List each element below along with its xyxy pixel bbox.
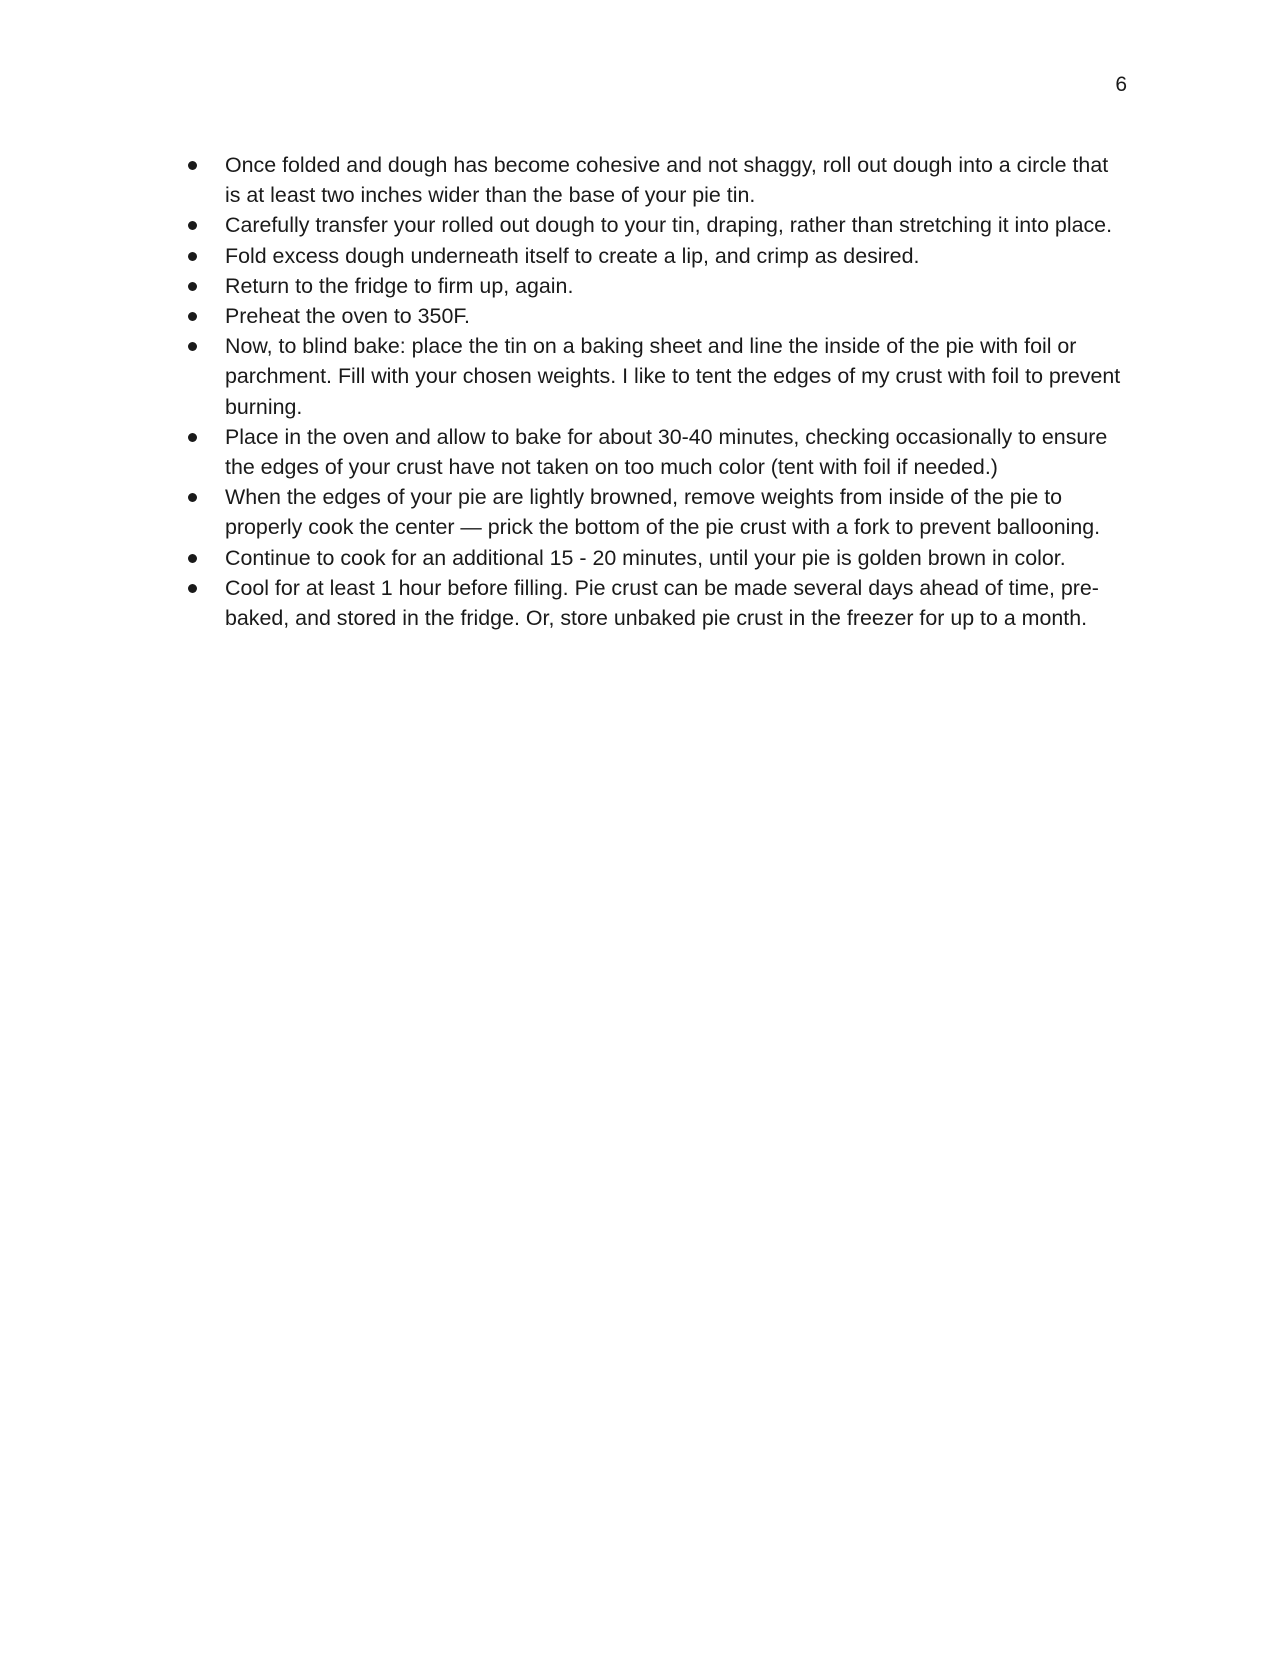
bullet-icon xyxy=(188,554,197,563)
list-item-text: Now, to blind bake: place the tin on a baking sheet and line the inside of the pie with foil or parchment. Fill with your chosen weights. I like to tent the edges of my crust with foil to prevent burning. xyxy=(225,334,1121,419)
list-item xyxy=(188,241,1128,271)
list-item xyxy=(188,482,1128,542)
list-item-text: Place in the oven and allow to bake for about 30-40 minutes, checking occasionally to ensure the edges of your crust have not taken on too much color (tent with foil if needed.) xyxy=(225,424,1108,480)
list-item xyxy=(188,331,1128,422)
instruction-list xyxy=(188,150,1128,633)
list-item xyxy=(188,271,1128,301)
bullet-icon xyxy=(188,221,197,230)
page-number: 6 xyxy=(1115,73,1127,96)
bullet-icon xyxy=(188,342,197,351)
bullet-icon xyxy=(188,282,197,291)
list-item xyxy=(188,422,1128,482)
list-item-text: Carefully transfer your rolled out dough to your tin, draping, rather than stretching it into place. xyxy=(225,213,1113,238)
list-item-text: Preheat the oven to 350F. xyxy=(225,304,470,329)
bullet-icon xyxy=(188,493,197,502)
bullet-icon xyxy=(188,252,197,261)
list-item-text: Return to the fridge to firm up, again. xyxy=(225,273,574,298)
list-item-text: When the edges of your pie are lightly browned, remove weights from inside of the pie to properly cook the center — prick the bottom of the pie crust with a fork to prevent ballooning. xyxy=(225,485,1101,540)
bullet-icon xyxy=(188,312,197,321)
list-item xyxy=(188,543,1128,573)
list-item-text: Continue to cook for an additional 15 - 20 minutes, until your pie is golden brown in color. xyxy=(225,545,1066,570)
bullet-icon xyxy=(188,433,197,442)
list-item xyxy=(188,210,1128,240)
list-item-text: Cool for at least 1 hour before filling. Pie crust can be made several days ahead of time, pre-baked, and stored in the fridge. Or, store unbaked pie crust in the freezer for up to a month. xyxy=(225,575,1099,631)
list-item xyxy=(188,573,1128,633)
bullet-icon xyxy=(188,161,197,170)
list-item xyxy=(188,301,1128,331)
list-item xyxy=(188,150,1128,210)
list-item-text: Fold excess dough underneath itself to create a lip, and crimp as desired. xyxy=(225,243,920,268)
list-item-text: Once folded and dough has become cohesive and not shaggy, roll out dough into a circle that is at least two inches wider than the base of your pie tin. xyxy=(225,153,1109,208)
bullet-icon xyxy=(188,584,197,593)
